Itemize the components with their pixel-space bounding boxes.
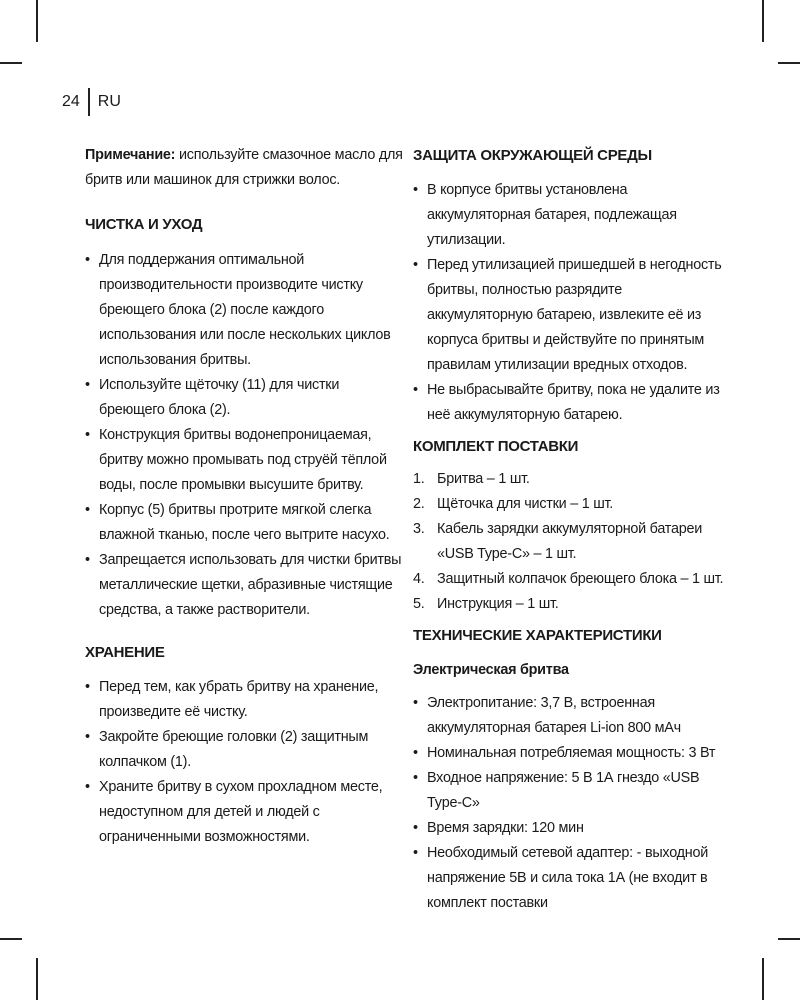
note-text: используйте смазочное масло для бритв или машинок для стрижки волос. — [85, 147, 403, 188]
list-number: 3. — [413, 521, 425, 537]
crop-mark-top-left-v — [36, 0, 38, 42]
list-text: Инструкция – 1 шт. — [437, 596, 559, 612]
page-header — [62, 88, 121, 116]
storage-list — [85, 675, 403, 850]
page-number: 24 — [62, 93, 80, 110]
crop-mark-top-left-h — [0, 62, 22, 64]
list-item — [413, 467, 731, 492]
list-item: • Номинальная потребляемая мощность: 3 Вт — [413, 741, 731, 766]
list-number: 5. — [413, 596, 425, 612]
note-label: Примечание: — [85, 147, 176, 163]
environment-title: ЗАЩИТА ОКРУЖАЮЩЕЙ СРЕДЫ — [413, 147, 652, 164]
list-item: • Необходимый сетевой адаптер: - выходной напряжение 5В и сила тока 1А (не входит в комплект поставки — [413, 841, 731, 916]
list-item — [413, 567, 731, 592]
list-item — [413, 592, 731, 617]
left-column — [85, 143, 403, 850]
cleaning-title: ЧИСТКА И УХОД — [85, 216, 203, 233]
storage-title: ХРАНЕНИЕ — [85, 644, 165, 661]
list-item: • Электропитание: 3,7 В, встроенная аккумуляторная батарея Li-ion 800 мАч — [413, 691, 731, 741]
list-item: • Для поддержания оптимальной производительности производите чистку бреющего блока (2) после каждого использования или после нескольких циклов использования бритвы. — [85, 248, 403, 373]
language-code: RU — [97, 93, 121, 110]
cleaning-list — [85, 248, 403, 623]
crop-mark-top-right-v — [762, 0, 764, 42]
list-item — [413, 517, 731, 567]
list-item: • Конструкция бритвы водонепроницаемая, бритву можно промывать под струёй тёплой воды, после промывки высушите бритву. — [85, 423, 403, 498]
header-divider — [88, 88, 90, 116]
list-item: • Закройте бреющие головки (2) защитным колпачком (1). — [85, 725, 403, 775]
list-item: • Используйте щёточку (11) для чистки бреющего блока (2). — [85, 373, 403, 423]
list-number: 1. — [413, 471, 425, 487]
crop-mark-top-right-h — [778, 62, 800, 64]
specs-title: ТЕХНИЧЕСКИЕ ХАРАКТЕРИСТИКИ — [413, 627, 662, 644]
crop-mark-bottom-left-h — [0, 938, 22, 940]
list-item: • Перед тем, как убрать бритву на хранение, произведите её чистку. — [85, 675, 403, 725]
specs-subtitle: Электрическая бритва — [413, 662, 569, 678]
note-paragraph — [85, 143, 403, 193]
list-number: 4. — [413, 571, 425, 587]
list-item: • Запрещается использовать для чистки бритвы металлические щетки, абразивные чистящие средства, а также растворители. — [85, 548, 403, 623]
list-item: • Храните бритву в сухом прохладном месте, недоступном для детей и людей с ограниченными возможностями. — [85, 775, 403, 850]
list-item: • Время зарядки: 120 мин — [413, 816, 731, 841]
crop-mark-bottom-right-v — [762, 958, 764, 1000]
environment-list — [413, 178, 731, 428]
list-item: • Корпус (5) бритвы протрите мягкой слегка влажной тканью, после чего вытрите насухо. — [85, 498, 403, 548]
package-title: КОМПЛЕКТ ПОСТАВКИ — [413, 438, 579, 455]
list-text: Бритва – 1 шт. — [437, 471, 530, 487]
list-text: Защитный колпачок бреющего блока – 1 шт. — [437, 571, 724, 587]
list-number: 2. — [413, 496, 425, 512]
list-text: Кабель зарядки аккумуляторной батареи «USB Type-C» – 1 шт. — [437, 521, 703, 562]
specs-list — [413, 691, 731, 916]
list-item: • Входное напряжение: 5 В 1А гнездо «USB Type-C» — [413, 766, 731, 816]
list-text: Щёточка для чистки – 1 шт. — [437, 496, 614, 512]
list-item — [413, 492, 731, 517]
right-column — [413, 143, 731, 916]
list-item: • Перед утилизацией пришедшей в негодность бритвы, полностью разрядите аккумуляторную батарею, извлеките её из корпуса бритвы и действуйте по принятым правилам утилизации вредных отходов. — [413, 253, 731, 378]
crop-mark-bottom-right-h — [778, 938, 800, 940]
package-list — [413, 467, 731, 617]
list-item: • Не выбрасывайте бритву, пока не удалите из неё аккумуляторную батарею. — [413, 378, 731, 428]
list-item: • В корпусе бритвы установлена аккумуляторная батарея, подлежащая утилизации. — [413, 178, 731, 253]
crop-mark-bottom-left-v — [36, 958, 38, 1000]
